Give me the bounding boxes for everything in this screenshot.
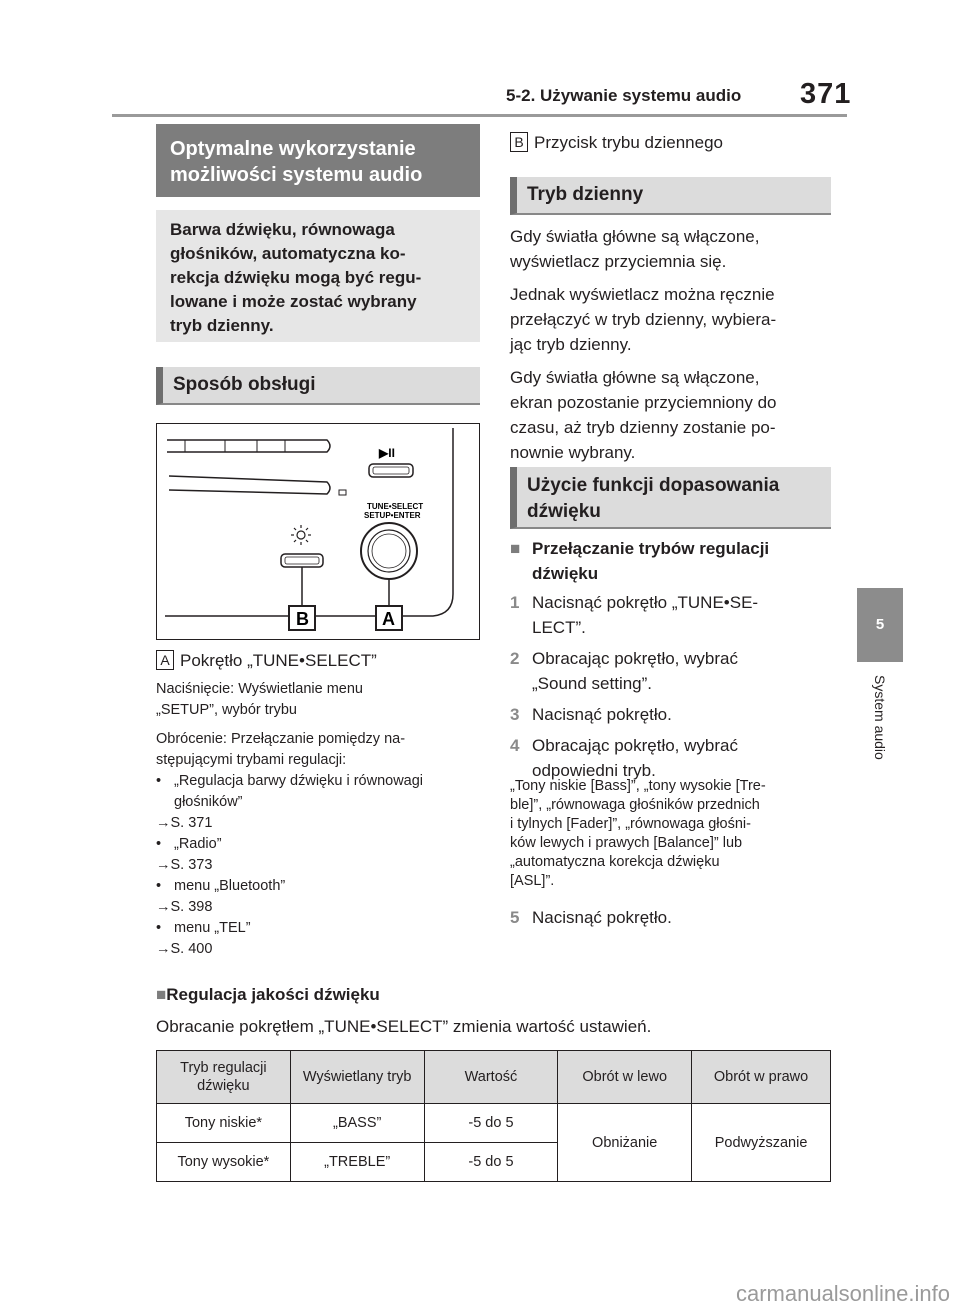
page-ref: →S. 373 xyxy=(156,857,213,873)
callout-a: A xyxy=(382,609,395,629)
key-a-box: A xyxy=(156,650,174,670)
quality-text: Obracanie pokrętłem „TUNE•SELECT” zmienia wartość ustawień. xyxy=(156,1017,652,1036)
step: 3 Nacisnąć pokrętło. xyxy=(510,705,672,724)
intro-line: głośników, automatyczna ko- xyxy=(170,244,406,263)
topic-banner xyxy=(156,124,480,197)
page-ref: →S. 400 xyxy=(156,941,213,957)
subheading-switch: ■ Przełączanie trybów regulacji dźwięku xyxy=(510,536,840,586)
page-number: 371 xyxy=(800,78,852,110)
header-divider xyxy=(112,114,847,117)
note-line: „Tony niskie [Bass]”, „tony wysokie [Tre- xyxy=(510,778,766,794)
note-line: [ASL]”. xyxy=(510,873,555,889)
desc-line: Naciśnięcie: Wyświetlanie menu xyxy=(156,681,363,697)
knob-label: SETUP•ENTER xyxy=(364,511,421,520)
table-header: Wyświetlany tryb xyxy=(290,1051,424,1104)
table-cell: „BASS” xyxy=(290,1104,424,1143)
sound-settings-table xyxy=(156,1050,831,1182)
para-line: Jednak wyświetlacz można ręcznie xyxy=(510,285,775,304)
modes-note xyxy=(510,777,840,891)
item-b-text: Przycisk trybu dziennego xyxy=(534,133,723,152)
item-b-title xyxy=(510,130,840,155)
item-a-desc xyxy=(156,679,486,960)
banner-line: możliwości systemu audio xyxy=(170,164,423,186)
section-heading-tryb: Tryb dzienny xyxy=(510,177,831,215)
table-header: Obrót w prawo xyxy=(692,1051,831,1104)
para-line: czasu, aż tryb dzienny zostanie po- xyxy=(510,418,776,437)
list-item: • „Regulacja barwy dźwięku i równowagi xyxy=(156,773,424,789)
para-line: wyświetlacz przyciemnia się. xyxy=(510,252,727,271)
note-line: ble]”, „równowaga głośników przednich xyxy=(510,797,760,813)
section-heading-uzycie xyxy=(510,467,831,529)
watermark: carmanualsonline.info xyxy=(735,1281,950,1306)
para-line: przełączyć w tryb dzienny, wybiera- xyxy=(510,310,777,329)
table-header: Tryb regulacji dźwięku xyxy=(157,1051,291,1104)
step-cont: odpowiedni tryb. xyxy=(532,761,656,780)
panel-illustration xyxy=(157,424,479,639)
table-cell: Tony niskie* xyxy=(157,1104,291,1143)
callout-b: B xyxy=(296,609,309,629)
intro-line: rekcja dźwięku mogą być regu- xyxy=(170,268,422,287)
subheading-quality: ■Regulacja jakości dźwięku xyxy=(156,985,380,1004)
banner-line: Optymalne wykorzystanie xyxy=(170,138,416,160)
desc-line: Obrócenie: Przełączanie pomiędzy na- xyxy=(156,731,406,747)
para-line: Gdy światła główne są włączone, xyxy=(510,368,760,387)
table-cell: „TREBLE” xyxy=(290,1143,424,1182)
desc-line: stępującymi trybami regulacji: xyxy=(156,752,347,768)
table-cell: -5 do 5 xyxy=(424,1104,558,1143)
page-ref: →S. 398 xyxy=(156,899,213,915)
para-line: ekran pozostanie przyciemniony do xyxy=(510,393,777,412)
list-item-cont: głośników” xyxy=(174,794,243,810)
tryb-text xyxy=(510,224,840,465)
square-bullet-icon: ■ xyxy=(510,539,521,558)
step-cont: „Sound setting”. xyxy=(532,674,653,693)
section-heading-sposob: Sposób obsługi xyxy=(156,367,480,405)
intro-line: Barwa dźwięku, równowaga xyxy=(170,220,395,239)
para-line: jąc tryb dzienny. xyxy=(510,335,632,354)
step-cont: LECT”. xyxy=(532,618,586,637)
list-item: • „Radio” xyxy=(156,836,222,852)
table-cell: Podwyższanie xyxy=(692,1104,831,1182)
list-item: • menu „Bluetooth” xyxy=(156,878,286,894)
heading-line: Użycie funkcji dopasowania xyxy=(527,475,780,496)
para-line: nownie wybrany. xyxy=(510,443,636,462)
step: 5 Nacisnąć pokrętło. xyxy=(510,908,672,927)
step: 1 Nacisnąć pokrętło „TUNE•SE- xyxy=(510,593,759,612)
table-header: Wartość xyxy=(424,1051,558,1104)
table-cell: Tony wysokie* xyxy=(157,1143,291,1182)
step: 2 Obracając pokrętło, wybrać xyxy=(510,649,738,668)
step: 4 Obracając pokrętło, wybrać xyxy=(510,736,738,755)
table-header-row xyxy=(157,1051,831,1104)
chapter-label: System audio xyxy=(872,675,888,760)
control-panel-figure xyxy=(156,423,480,640)
item-a-text: Pokrętło „TUNE•SELECT” xyxy=(180,651,377,670)
table-cell: -5 do 5 xyxy=(424,1143,558,1182)
table-cell: Obniżanie xyxy=(558,1104,692,1182)
chapter-tab: 5 xyxy=(857,588,903,662)
desc-line: „SETUP”, wybór trybu xyxy=(156,702,297,718)
note-line: ków lewych i prawych [Balance]” lub xyxy=(510,835,743,851)
steps-list xyxy=(510,590,840,783)
note-line: „automatyczna korekcja dźwięku xyxy=(510,854,720,870)
intro-line: lowane i może zostać wybrany xyxy=(170,292,417,311)
square-bullet-icon: ■ xyxy=(156,985,167,1004)
svg-text:▶II: ▶II xyxy=(379,446,395,460)
key-b-box: B xyxy=(510,132,528,152)
intro-line: tryb dzienny. xyxy=(170,316,274,335)
intro-box xyxy=(156,210,480,342)
heading-line: dźwięku xyxy=(527,501,601,522)
knob-label: TUNE•SELECT xyxy=(367,502,424,511)
table-header: Obrót w lewo xyxy=(558,1051,692,1104)
section-title: 5-2. Używanie systemu audio xyxy=(506,86,742,105)
table-row xyxy=(157,1104,831,1143)
item-a-title xyxy=(156,648,486,673)
page-ref: →S. 371 xyxy=(156,815,213,831)
note-line: i tylnych [Fader]”, „równowaga głośni- xyxy=(510,816,751,832)
para-line: Gdy światła główne są włączone, xyxy=(510,227,760,246)
list-item: • menu „TEL” xyxy=(156,920,251,936)
